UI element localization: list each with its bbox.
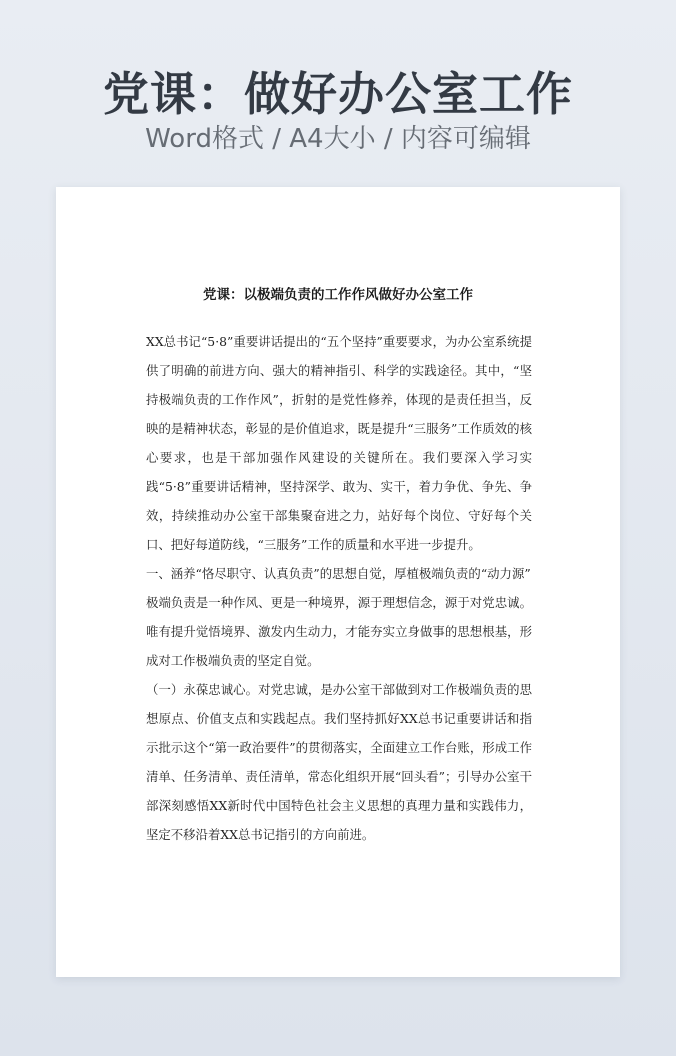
document-body: [146, 327, 532, 849]
page-title: 党课：做好办公室工作: [103, 67, 573, 121]
page-subtitle: Word格式 / A4大小 / 内容可编辑: [145, 124, 531, 154]
section-heading: 一、涵养“恪尽职守、认真负责”的思想自觉，厚植极端负责的“动力源”: [146, 566, 531, 581]
document-page: [56, 187, 620, 977]
document-paragraph: （一）永葆忠诚心。对党忠诚，是办公室干部做到对工作极端负责的思想原点、价值支点和实践起点。我们坚持抓好XX总书记重要讲话和指示批示这个“第一政治要件”的贯彻落实，全面建立工作台账，形成工作清单、任务清单、责任清单，常态化组织开展“回头看”；引导办公室干部深刻感悟XX新时代中国特色社会主义思想的真理力量和实践伟力，坚定不移沿着XX总书记指引的方向前进。: [146, 682, 532, 842]
document-paragraph: 极端负责是一种作风、更是一种境界，源于理想信念，源于对党忠诚。唯有提升觉悟境界、激发内生动力，才能夯实立身做事的思想根基，形成对工作极端负责的坚定自觉。: [146, 595, 532, 668]
document-title: 党课：以极端负责的工作作风做好办公室工作: [203, 287, 473, 303]
document-paragraph: XX总书记“5·8”重要讲话提出的“五个坚持”重要要求，为办公室系统提供了明确的前进方向、强大的精神指引、科学的实践途径。其中，“坚持极端负责的工作作风”，折射的是党性修养，体现的是责任担当，反映的是精神状态，彰显的是价值追求，既是提升“三服务”工作质效的核心要求，也是干部加强作风建设的关键所在。我们要深入学习实践“5·8”重要讲话精神，坚持深学、敢为、实干，着力争优、争先、争效，持续推动办公室干部集聚奋进之力，站好每个岗位、守好每个关口、把好每道防线，“三服务”工作的质量和水平进一步提升。: [146, 334, 532, 552]
